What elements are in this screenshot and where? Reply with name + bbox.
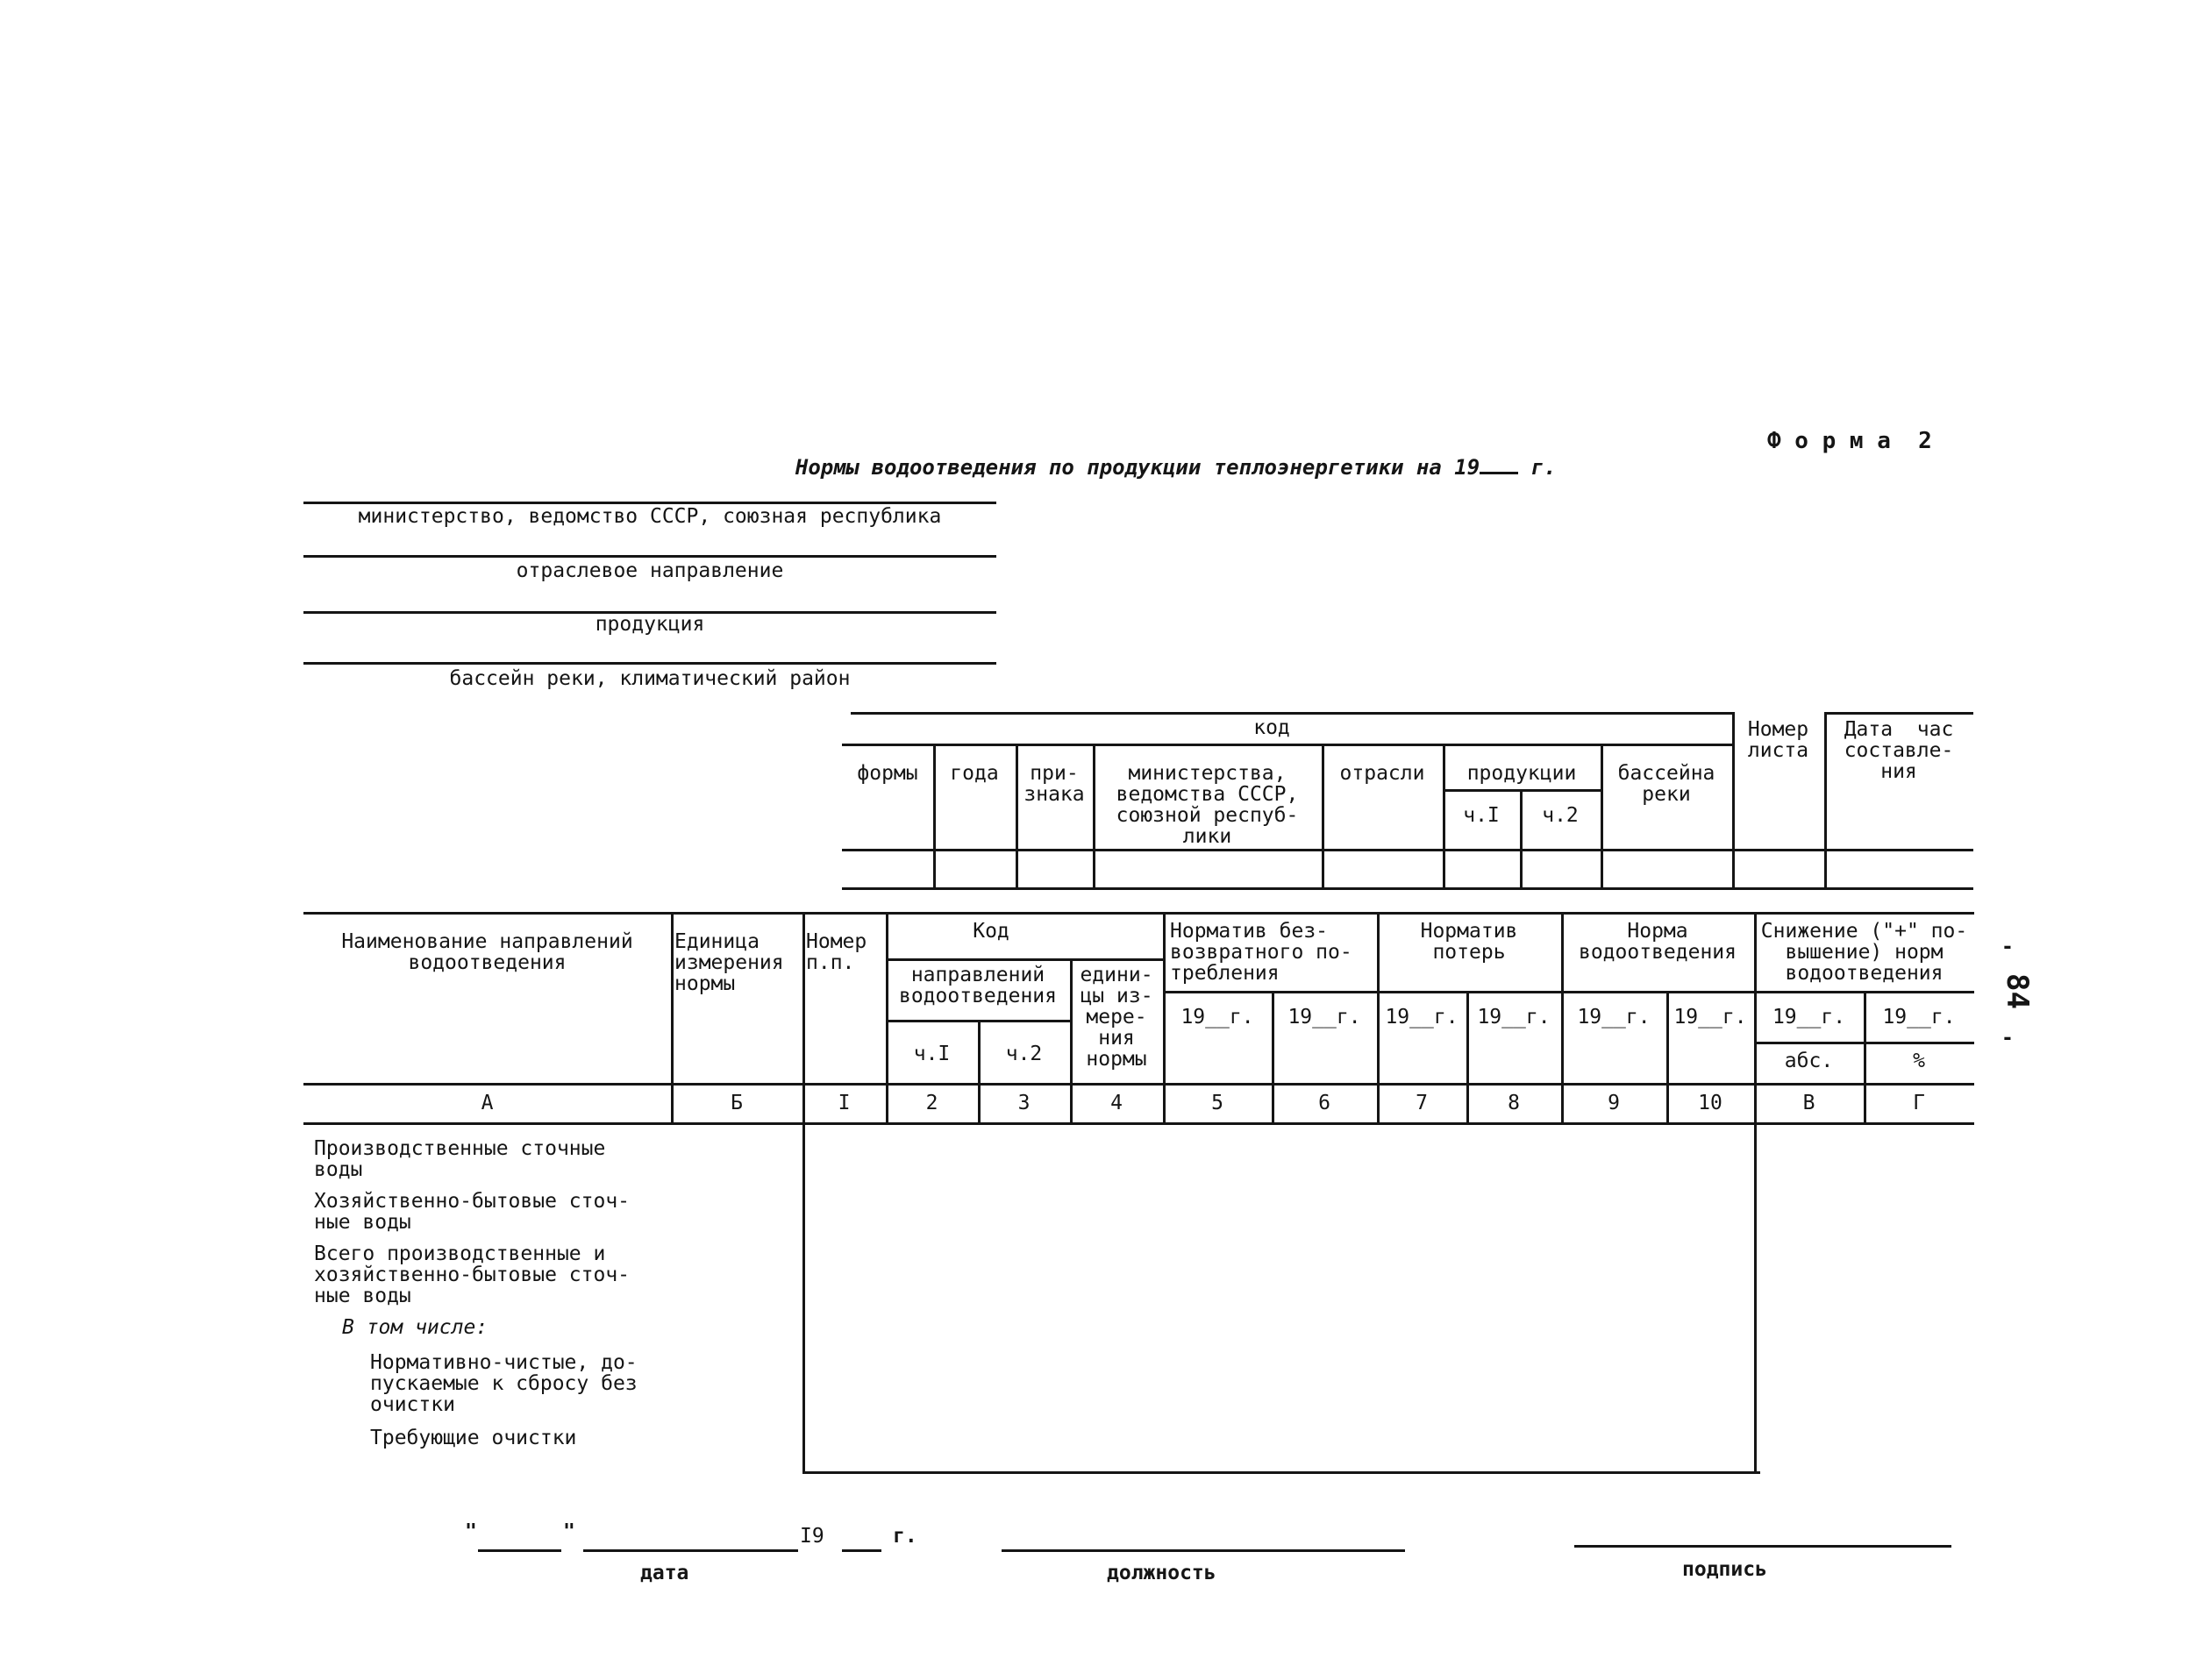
form-number-label: Ф о р м а 2: [1767, 428, 1932, 454]
col-index: 6: [1318, 1092, 1330, 1114]
org-field-branch: отраслевое направление: [516, 559, 784, 582]
footer-year-line: [842, 1549, 881, 1552]
form-title-text: Нормы водоотведения по продукции теплоэнергетики на 19: [795, 455, 1480, 480]
header-unit-code: едини- цы из- мере- ния нормы: [1080, 964, 1153, 1071]
code-col-attribute: при- знака: [1023, 762, 1085, 806]
code-col-product-part1: ч.I: [1463, 804, 1500, 827]
code-col-year: года: [950, 762, 999, 785]
org-field-line-4: [303, 662, 996, 665]
code-col-basin: бассейна реки: [1617, 762, 1715, 806]
code-col-sheet-number: Номер листа: [1747, 718, 1809, 762]
form-title: [770, 436, 1557, 478]
footer-quote-open: ": [465, 1520, 477, 1543]
col-index: В: [1802, 1092, 1815, 1114]
code-table-bottom-line: [842, 887, 1973, 890]
page-dash-top: -: [2001, 936, 2014, 958]
col-index: 8: [1508, 1092, 1520, 1114]
footer-date-label: дата: [640, 1562, 689, 1584]
code-col-ministry: министерства, ведомства СССР, союзной респуб- лики: [1116, 762, 1299, 848]
org-field-line-1: [303, 502, 996, 504]
col-index: А: [481, 1092, 494, 1114]
header-code: Код: [973, 920, 1009, 943]
org-field-product: продукция: [595, 613, 705, 636]
header-norm-reduction: Снижение ("+" по- вышение) норм водоотведения: [1760, 920, 1968, 985]
row-label-domestic: Хозяйственно-бытовые сточ- ные воды: [314, 1190, 631, 1234]
header-year-6: 19__г.: [1287, 1006, 1361, 1029]
footer-signature-label: подпись: [1682, 1558, 1767, 1581]
header-year-7: 19__г.: [1385, 1006, 1459, 1029]
header-loss-norm: Норматив потерь: [1420, 920, 1518, 964]
page-number: 84: [2000, 973, 2035, 1009]
footer-year-suffix: г.: [893, 1525, 917, 1548]
code-label: код: [1253, 716, 1290, 739]
row-label-normatively-clean: Нормативно-чистые, до- пускаемые к сбросу без очистки: [370, 1351, 638, 1416]
header-year-8: 19__г.: [1477, 1006, 1551, 1029]
col-index: 7: [1416, 1092, 1428, 1114]
code-table-line-3: [842, 849, 1973, 851]
form-title-year-suffix: г.: [1530, 455, 1557, 480]
org-field-basin: бассейн реки, климатический район: [449, 667, 851, 690]
header-direction-name: Наименование направлений водоотведения: [341, 930, 633, 974]
page-dash-bottom: -: [2001, 1027, 2014, 1050]
code-col-branch: отрасли: [1339, 762, 1425, 785]
footer-quote-close: ": [563, 1520, 575, 1543]
col-index: Б: [731, 1092, 743, 1114]
main-table-top-line: [303, 912, 1974, 915]
row-label-including: В том числе:: [342, 1316, 489, 1339]
col-index: 9: [1608, 1092, 1620, 1114]
footer-signature-line: [1574, 1545, 1951, 1548]
main-table-year-line: [1163, 991, 1974, 993]
code-col-compile-date: Дата час составле- ния: [1844, 718, 1954, 783]
code-col-product: продукции: [1466, 762, 1577, 785]
header-item-number: Номер п.п.: [806, 930, 867, 974]
code-table-line-2: [842, 744, 1732, 746]
footer-year-prefix: I9: [800, 1525, 824, 1548]
main-table-header-bottom-line: [303, 1083, 1974, 1086]
header-percent: %: [1913, 1050, 1925, 1072]
header-year-g: 19__г.: [1882, 1006, 1956, 1029]
main-table-vline: [886, 912, 888, 1122]
row-label-total: Всего производственные и хозяйственно-бытовые сточ- ные воды: [314, 1242, 631, 1307]
org-field-ministry: министерство, ведомство СССР, союзная республика: [358, 505, 942, 528]
header-abs: абс.: [1784, 1050, 1834, 1072]
main-table-index-line: [303, 1122, 1974, 1125]
col-index: 10: [1698, 1092, 1722, 1114]
main-table-vline: [1754, 912, 1757, 1473]
row-label-industrial: Производственные сточные воды: [314, 1137, 606, 1181]
main-table-bottom-line: [802, 1471, 1760, 1474]
header-year-5: 19__г.: [1180, 1006, 1254, 1029]
row-label-requiring-treatment: Требующие очистки: [370, 1427, 577, 1449]
code-table-top-line: [851, 712, 1732, 715]
header-irreversible-norm: Норматив без- возвратного по- требления: [1170, 920, 1352, 985]
header-year-10: 19__г.: [1673, 1006, 1747, 1029]
col-index: Г: [1913, 1092, 1925, 1114]
code-table-top-line-right: [1824, 712, 1973, 715]
header-directions: направлений водоотведения: [898, 964, 1057, 1007]
header-year-v: 19__г.: [1772, 1006, 1846, 1029]
header-code-part1: ч.I: [913, 1043, 951, 1065]
header-code-part2: ч.2: [1005, 1043, 1043, 1065]
header-year-9: 19__г.: [1577, 1006, 1651, 1029]
header-norm-unit: Единица измерения нормы: [674, 930, 784, 995]
col-index: 5: [1211, 1092, 1223, 1114]
main-table-vline: [802, 912, 805, 1473]
footer-day-line: [478, 1549, 561, 1552]
col-index: 2: [925, 1092, 938, 1114]
code-col-form: формы: [857, 762, 918, 785]
col-index: 4: [1110, 1092, 1123, 1114]
main-table-code-subline: [886, 958, 1163, 961]
col-index: 3: [1017, 1092, 1031, 1114]
footer-position-label: должность: [1107, 1562, 1216, 1584]
col-index: I: [838, 1092, 851, 1114]
footer-position-line: [1002, 1549, 1405, 1552]
code-table-vline: [1520, 789, 1523, 887]
header-discharge-norm: Норма водоотведения: [1578, 920, 1737, 964]
footer-month-line: [583, 1549, 798, 1552]
org-field-line-2: [303, 555, 996, 558]
code-col-product-part2: ч.2: [1542, 804, 1579, 827]
